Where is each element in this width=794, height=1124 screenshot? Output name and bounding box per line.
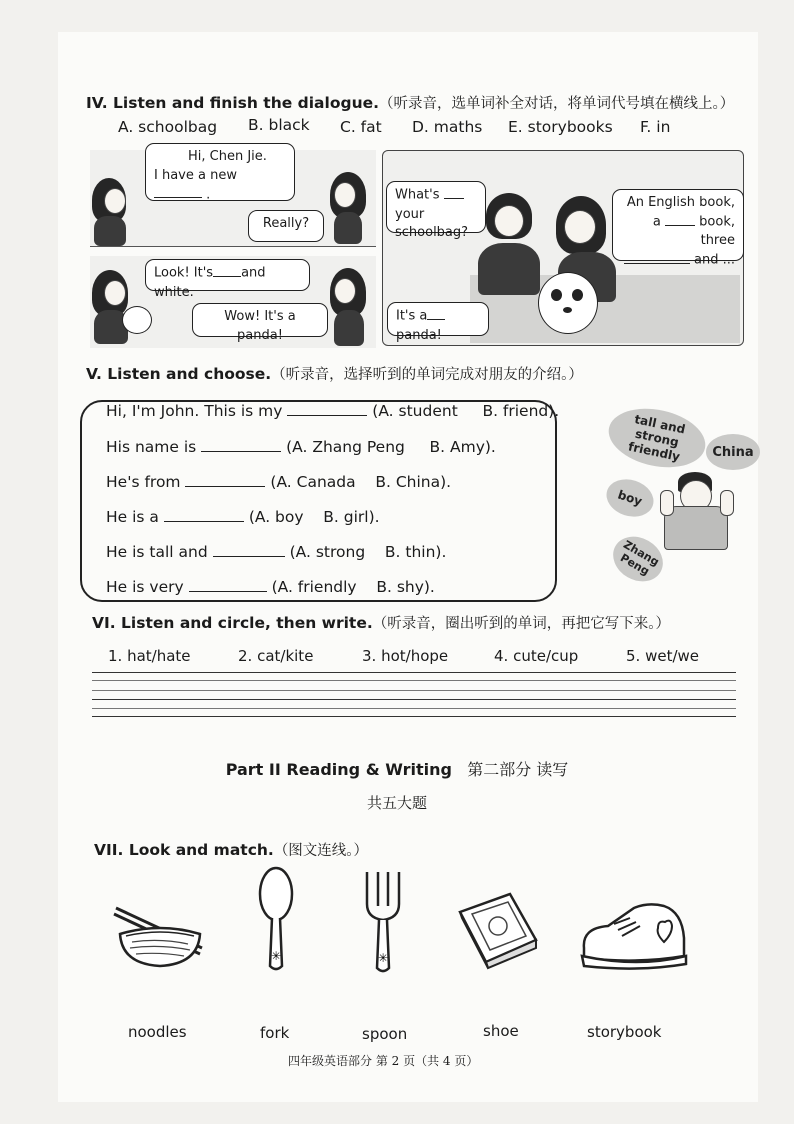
match-word-2[interactable]: fork [260, 1024, 290, 1042]
answer-blank[interactable] [201, 437, 281, 452]
writing-line[interactable] [92, 672, 736, 673]
word-pair-1[interactable]: 1. hat/hate [108, 647, 191, 665]
section-6-title: VI. Listen and circle, then write.（听录音，圈出听到的单词，再把它写下来。） [92, 614, 670, 632]
speech-bubble-2: Really? [248, 210, 324, 242]
page-footer: 四年级英语部分 第 2 页（共 4 页） [288, 1054, 479, 1068]
spoon-icon[interactable] [256, 866, 296, 976]
answer-blank[interactable] [154, 186, 202, 199]
answer-blank[interactable] [213, 264, 241, 277]
option-f: F. in [640, 118, 671, 136]
option-e: E. storybooks [508, 118, 613, 136]
writing-line[interactable] [92, 716, 736, 717]
svg-text:✳: ✳ [270, 949, 282, 963]
speech-bubble-5: What's your schoolbag? [386, 181, 486, 233]
word-pair-5[interactable]: 5. wet/we [626, 647, 700, 665]
speech-bubble-4: Wow! It's a panda! [192, 303, 328, 337]
choice-line-6: He is very (A. friendly B. shy). [106, 577, 435, 596]
answer-blank[interactable] [189, 577, 267, 592]
answer-blank[interactable] [164, 507, 244, 522]
choice-line-3: He's from (A. Canada B. China). [106, 472, 452, 491]
choice-line-2: His name is (A. Zhang Peng B. Amy). [106, 437, 496, 456]
option-a: A. schoolbag [118, 118, 218, 136]
noodles-bowl-icon[interactable] [110, 898, 206, 970]
section-5-title: V. Listen and choose.（听录音，选择听到的单词完成对朋友的介绍。） [86, 365, 583, 383]
answer-blank[interactable] [665, 213, 695, 226]
speech-bubble-7: It's a panda! [387, 302, 489, 336]
speech-bubble-3: Look! It's and white. [145, 259, 310, 291]
match-word-4[interactable]: shoe [483, 1022, 519, 1040]
cloud-boy: boy [602, 473, 659, 522]
section-7-title: VII. Look and match.（图文连线。） [94, 841, 369, 859]
fork-icon[interactable] [362, 868, 404, 978]
match-word-5[interactable]: storybook [587, 1023, 662, 1041]
section-4-title: IV. Listen and finish the dialogue.（听录音，选单词补全对话，将单词代号填在横线上。） [86, 94, 735, 112]
svg-text:✳: ✳ [377, 951, 389, 965]
answer-blank[interactable] [185, 472, 265, 487]
choice-line-5: He is tall and (A. strong B. thin). [106, 542, 447, 561]
part-2-heading: Part II Reading & Writing 第二部分 读写 [225, 760, 569, 779]
word-pair-3[interactable]: 3. hot/hope [362, 647, 449, 665]
cloud-china: China [706, 434, 760, 470]
writing-line[interactable] [92, 699, 736, 700]
word-pair-4[interactable]: 4. cute/cup [494, 647, 579, 665]
speech-bubble-6: An English book, a book, three and ... [612, 189, 744, 261]
answer-blank[interactable] [624, 251, 690, 264]
cloud-traits: tall and strong friendly [603, 400, 711, 475]
word-pair-2[interactable]: 2. cat/kite [238, 647, 314, 665]
choice-line-4: He is a (A. boy B. girl). [106, 507, 380, 526]
answer-blank[interactable] [287, 401, 367, 416]
answer-blank[interactable] [213, 542, 285, 557]
option-d: D. maths [412, 118, 483, 136]
panda-schoolbag [538, 272, 598, 334]
speech-bubble-1: Hi, Chen Jie. I have a new . [145, 143, 295, 201]
part-2-subheading: 共五大题 [366, 794, 427, 812]
book-icon[interactable] [456, 888, 540, 970]
option-b: B. black [248, 116, 310, 134]
answer-blank[interactable] [444, 186, 464, 199]
choice-line-1: Hi, I'm John. This is my (A. student B. friend). [106, 401, 560, 420]
choice-box [80, 400, 560, 602]
option-c: C. fat [340, 118, 382, 136]
shoe-icon[interactable] [578, 898, 690, 970]
answer-blank[interactable] [427, 307, 445, 320]
match-word-1[interactable]: noodles [128, 1023, 187, 1041]
cloud-name: Zhang Peng [605, 528, 671, 590]
match-word-3[interactable]: spoon [362, 1025, 408, 1043]
